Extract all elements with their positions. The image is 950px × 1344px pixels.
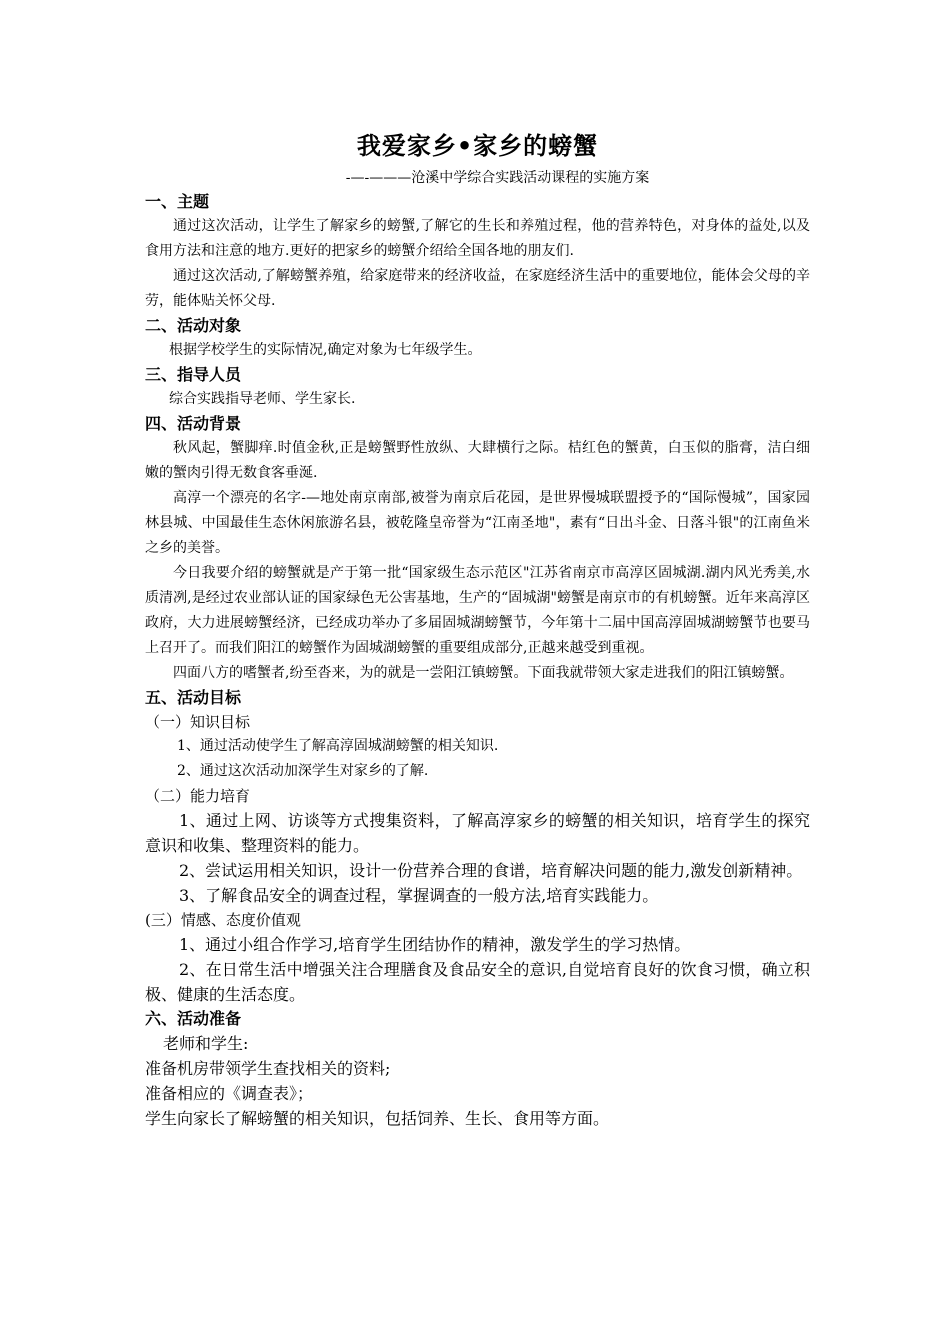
list-item: 老师和学生:	[163, 1034, 249, 1053]
list-item: 1、通过小组合作学习,培育学生团结协作的精神，激发学生的学习热情。	[179, 935, 691, 954]
list-item: 2、尝试运用相关知识，设计一份营养合理的食谱，培育解决问题的能力,激发创新精神。	[179, 861, 803, 880]
paragraph: 综合实践指导老师、学生家长.	[169, 391, 356, 407]
paragraph: 通过这次活动,了解螃蟹养殖，给家庭带来的经济收益，在家庭经济生活中的重要地位，能体会父母的辛劳，能体贴关怀父母.	[145, 268, 810, 309]
subsection-heading-ability: （二）能力培育	[145, 787, 251, 805]
paragraph: 高淳一个漂亮的名字-—地处南京南部,被誉为南京后花园，是世界慢城联盟授予的“国际慢城”，国家园林县城、中国最佳生态休闲旅游名县，被乾隆皇帝誉为“江南圣地"，素有“日出斗金、日落斗银"的江南鱼米之乡的美誉。	[145, 490, 810, 556]
paragraph: 今日我要介绍的螃蟹就是产于第一批“国家级生态示范区"江苏省南京市高淳区固城湖.湖内风光秀美,水质清冽,是经过农业部认证的国家绿色无公害基地，生产的“固城湖"螃蟹是南京市的有机螃蟹。近年来高淳区政府，大力进展螃蟹经济，已经成功举办了多届固城湖螃蟹节，今年第十二届中国高淳固城湖螃蟹节也要马上召开了。而我们阳江的螃蟹作为固城湖螃蟹的重要组成部分,正越来越受到重视。	[145, 565, 810, 656]
section-heading-background: 四、活动背景	[145, 414, 242, 433]
list-item: 准备机房带领学生查找相关的资料;	[145, 1059, 391, 1078]
list-item: 1、通过上网、访谈等方式搜集资料，了解高淳家乡的螃蟹的相关知识，培育学生的探究意识和收集、整理资料的能力。	[145, 811, 810, 855]
document-subtitle: -—-———沧溪中学综合实践活动课程的实施方案	[345, 170, 650, 186]
paragraph: 四面八方的嗜蟹者,纷至沓来，为的就是一尝阳江镇螃蟹。下面我就带领大家走进我们的阳江镇螃蟹。	[173, 665, 794, 681]
section-heading-goals: 五、活动目标	[145, 688, 242, 707]
section-heading-instructors: 三、指导人员	[145, 365, 242, 384]
paragraph: 秋风起，蟹脚痒.时值金秋,正是螃蟹野性放纵、大肆横行之际。桔红色的蟹黄，白玉似的脂膏，洁白细嫩的蟹肉引得无数食客垂涎.	[145, 440, 810, 481]
list-item: 准备相应的《调查表》；	[145, 1084, 314, 1103]
list-item: 3、了解食品安全的调查过程，掌握调查的一般方法,培育实践能力。	[179, 886, 659, 905]
subsection-heading-knowledge: （一）知识目标	[145, 713, 251, 731]
subsection-heading-emotion: (三）情感、态度价值观	[145, 911, 301, 929]
section-heading-preparation: 六、活动准备	[145, 1009, 242, 1028]
document-page	[145, 128, 810, 1131]
list-item: 学生向家长了解螃蟹的相关知识，包括饲养、生长、食用等方面。	[145, 1109, 610, 1128]
list-item: 1、通过活动使学生了解高淳固城湖螃蟹的相关知识.	[177, 738, 499, 754]
document-title: 我爱家乡•家乡的螃蟹	[356, 132, 599, 160]
list-item: 2、通过这次活动加深学生对家乡的了解.	[177, 763, 429, 779]
section-heading-theme: 一、主题	[145, 192, 210, 211]
section-heading-target: 二、活动对象	[145, 316, 242, 335]
list-item: 2、在日常生活中增强关注合理膳食及食品安全的意识,自觉培育良好的饮食习惯，确立积极、健康的生活态度。	[145, 960, 810, 1004]
paragraph: 根据学校学生的实际情况,确定对象为七年级学生。	[169, 342, 482, 358]
paragraph: 通过这次活动，让学生了解家乡的螃蟹,了解它的生长和养殖过程，他的营养特色，对身体的益处,以及食用方法和注意的地方.更好的把家乡的螃蟹介绍给全国各地的朋友们.	[145, 218, 810, 259]
